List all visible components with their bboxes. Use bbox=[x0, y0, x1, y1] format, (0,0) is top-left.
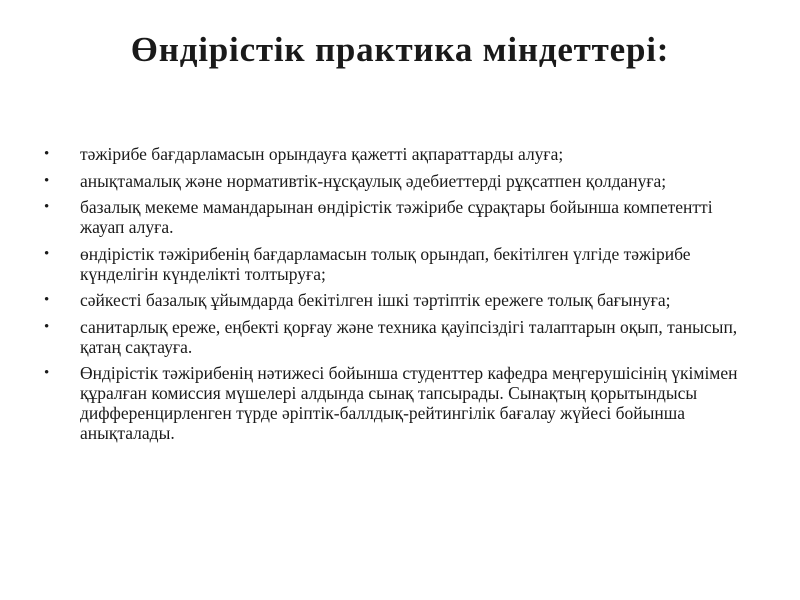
bullet-dot-icon: • bbox=[44, 318, 50, 335]
list-item-text: тәжірибе бағдарламасын орындауға қажетті ақпараттарды алуға; bbox=[80, 144, 564, 164]
slide-title: Өндірістік практика міндеттері: bbox=[130, 30, 670, 69]
bullet-dot-icon: • bbox=[44, 365, 50, 381]
list-item bbox=[44, 290, 744, 310]
list-item bbox=[44, 197, 744, 237]
list-item bbox=[44, 171, 744, 191]
bullet-dot-icon: • bbox=[44, 146, 50, 162]
bullet-dot-icon: • bbox=[44, 245, 50, 262]
list-item-text: базалық мекеме мамандарынан өндірістік тәжірибе сұрақтары бойынша компетентті жауап алуға. bbox=[80, 197, 713, 237]
bullet-dot-icon: • bbox=[44, 172, 50, 189]
list-item-text: өндірістік тәжірибенің бағдарламасын толық орындап, бекітілген үлгіде тәжірибе күнделігін күнделікті толтыруға; bbox=[80, 243, 691, 284]
list-item-text: сәйкесті базалық ұйымдарда бекітілген ішкі тәртіптік ережеге толық бағынуға; bbox=[80, 290, 671, 310]
bullet-list bbox=[44, 144, 744, 450]
list-item bbox=[44, 317, 744, 357]
list-item bbox=[44, 144, 744, 164]
list-item bbox=[44, 363, 744, 443]
list-item-text: Өндірістік тәжірибенің нәтижесі бойынша студенттер кафедра меңгерушісінің үкімімен құралған комиссия мүшелері алдында сынақ тапсырады. Сынақтың қорытындысы дифференцирленген түрде әріптік-баллдық-рейтингілік бағалау жүйесі бойынша анықталады. bbox=[80, 363, 738, 443]
list-item-text: анықтамалық және нормативтік-нұсқаулық әдебиеттерді рұқсатпен қолдануға; bbox=[80, 170, 667, 191]
list-item bbox=[44, 244, 744, 284]
bullet-dot-icon: • bbox=[44, 292, 50, 308]
list-item-text: санитарлық ереже, еңбекті қорғау және техника қауіпсіздігі талаптарын оқып, танысып, қатаң сақтауға. bbox=[80, 316, 738, 357]
bullet-dot-icon: • bbox=[44, 199, 50, 215]
